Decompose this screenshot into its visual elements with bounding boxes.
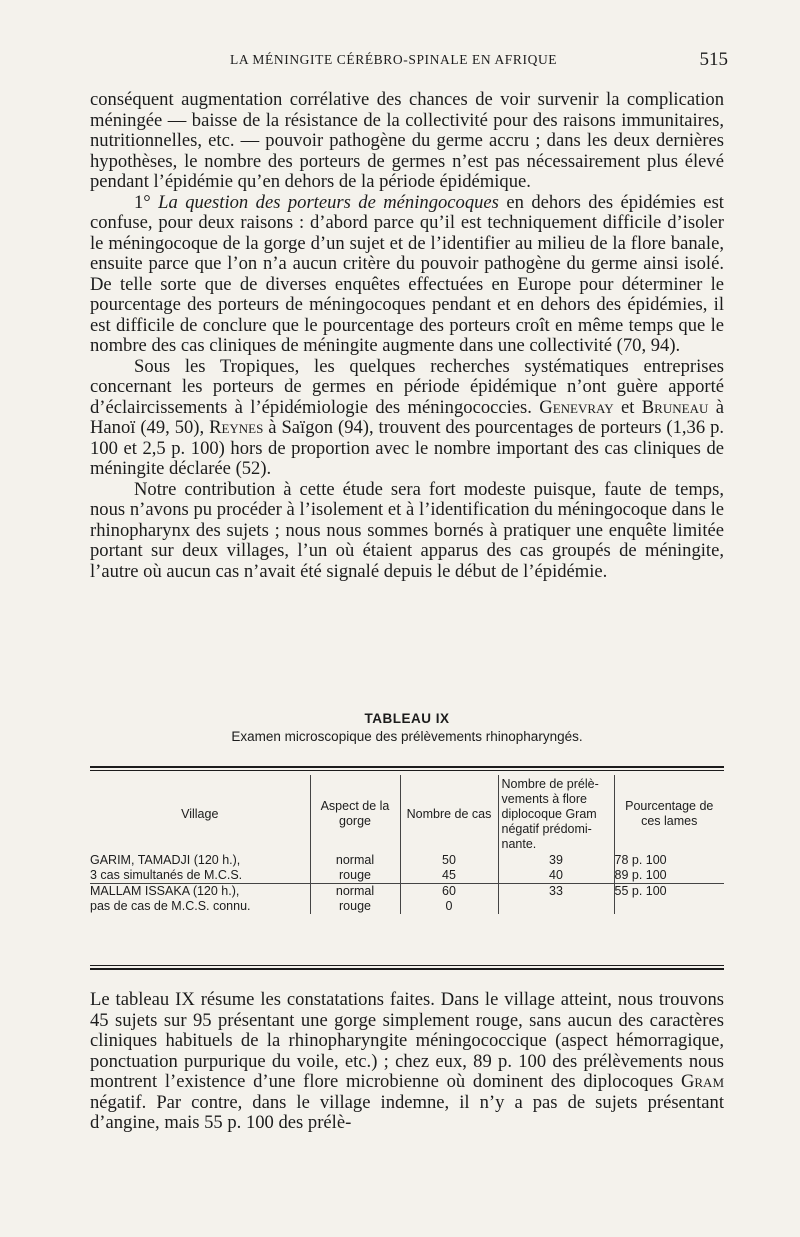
nombre-cell: 50 xyxy=(400,853,498,868)
header-pourcentage: Pourcentage de ces lames xyxy=(614,775,724,853)
pourcentage-cell: 89 p. 100 xyxy=(614,868,724,884)
page-number: 515 xyxy=(699,49,728,70)
table-row xyxy=(90,853,724,868)
section-number: 1° xyxy=(134,191,151,213)
author-name: Gram xyxy=(680,1071,724,1092)
nombre-cell: 0 xyxy=(400,899,498,914)
village-cell: pas de cas de M.C.S. connu. xyxy=(90,899,251,913)
running-title: LA MÉNINGITE CÉRÉBRO-SPINALE EN AFRIQUE xyxy=(230,52,558,67)
nombre-cell: 45 xyxy=(400,868,498,884)
nombre-cell: 60 xyxy=(400,884,498,900)
body-text-top xyxy=(90,90,724,582)
paragraph: 1° La question des porteurs de méningocoques en dehors des épidémies est confuse, pour deux raisons : d’abord parce qu’il est techniquement difficile d’isoler le méningocoque de la gorge d’un sujet et de l’identifier au milieu de la flore banale, ensuite parce que l’on n’a aucun critère du pouvoir pathogène du germe ainsi isolé. De telle sorte que de diverses enquêtes effectuées en Europe pour déterminer le pourcentage des porteurs de méningocoques pendant et en dehors des épidémies, il est difficile de conclure que le pourcentage des porteurs croît en même temps que le nombre des cas cliniques de méningite augmente dans une collectivité (70, 94). xyxy=(90,191,724,356)
village-cell: GARIM, TAMADJI (120 h.), xyxy=(90,853,241,867)
flore-cell xyxy=(498,899,614,914)
table-row xyxy=(90,884,724,900)
paragraph: Sous les Tropiques, les quelques recherches systématiques entreprises concernant les porteurs de germes en période épidémique n’ont guère apporté d’éclaircissements à l’épidémiologie des méningococcies. Genevray et Bruneau à Hanoï (49, 50), Reynes à Saïgon (94), trouvent des pourcentages de porteurs (1,36 p. 100 et 2,5 p. 100) hors de proportion avec le nombre important des cas cliniques de méningite déclarée (52). xyxy=(90,355,725,479)
paragraph: Le tableau IX résume les constatations faites. Dans le village atteint, nous trouvons 45 sujets sur 95 présentant une gorge simplement rouge, sans aucun des caractères cliniques habituels de la rhinopharyngite méningococcique (aspect hémorragique, ponctuation purpurique du voile, etc.) ; chez eux, 89 p. 100 des prélèvements nous montrent l’existence d’une flore microbienne où dominent des diplocoques Gram négatif. Par contre, dans le village indemne, il n’y a pas de sujets présentant d’angine, mais 55 p. 100 des prélè- xyxy=(90,989,724,1133)
flore-cell: 40 xyxy=(498,868,614,884)
body-text-bottom xyxy=(90,990,724,1134)
table-subtitle: Examen microscopique des prélèvements rhinopharyngés. xyxy=(231,729,583,744)
pourcentage-cell: 55 p. 100 xyxy=(614,884,724,900)
page-header xyxy=(90,49,728,74)
table-row xyxy=(90,899,724,914)
table-header-row xyxy=(90,775,724,853)
author-name: Genevray xyxy=(539,396,614,418)
section-heading: La question des porteurs de méningocoques xyxy=(158,191,499,213)
header-nombre: Nombre de cas xyxy=(400,775,498,853)
paragraph: Notre contribution à cette étude sera fort modeste puisque, faute de temps, nous n’avons pu procéder à l’isolement et à l’identification du méningocoque dans le rhinopharynx des sujets ; nous nous sommes bornés à pratiquer une enquête limitée portant sur deux villages, l’un où étaient apparus des cas groupés de méningite, l’autre où aucun cas n’avait été signalé depuis le début de l’épidémie. xyxy=(90,478,724,582)
header-flore: Nombre de prélèvements à flore diplocoque Gram négatif prédominante. xyxy=(498,775,614,853)
author-name: Bruneau xyxy=(641,396,709,418)
author-name: Reynes xyxy=(209,417,264,438)
data-table xyxy=(90,775,724,914)
table-title: TABLEAU IX xyxy=(364,711,450,726)
pourcentage-cell xyxy=(614,899,724,914)
aspect-cell: rouge xyxy=(310,899,400,914)
village-cell: MALLAM ISSAKA (120 h.), xyxy=(90,884,240,898)
aspect-cell: normal xyxy=(310,853,400,868)
pourcentage-cell: 78 p. 100 xyxy=(614,853,724,868)
table-bottom-rule xyxy=(90,965,724,966)
table-top-rule xyxy=(90,770,724,771)
village-cell: 3 cas simultanés de M.C.S. xyxy=(90,868,310,884)
header-aspect: Aspect de la gorge xyxy=(310,775,400,853)
table-bottom-rule xyxy=(90,968,724,970)
flore-cell: 39 xyxy=(498,853,614,868)
aspect-cell: rouge xyxy=(310,868,400,884)
aspect-cell: normal xyxy=(310,884,400,900)
table-top-rule xyxy=(90,766,724,768)
header-village: Village xyxy=(181,806,219,821)
table-caption xyxy=(90,711,724,744)
table-row xyxy=(90,868,724,884)
paragraph: conséquent augmentation corrélative des chances de voir survenir la complication méningée — baisse de la résistance de la collectivité pour des raisons immunitaires, nutritionnelles, etc. — pouvoir pathogène du germe accru ; dans les deux dernières hypothèses, le nombre des porteurs de germes n’est pas nécessairement plus élevé pendant l’épidémie qu’en dehors de la période épidémique. xyxy=(90,89,724,192)
flore-cell: 33 xyxy=(498,884,614,900)
